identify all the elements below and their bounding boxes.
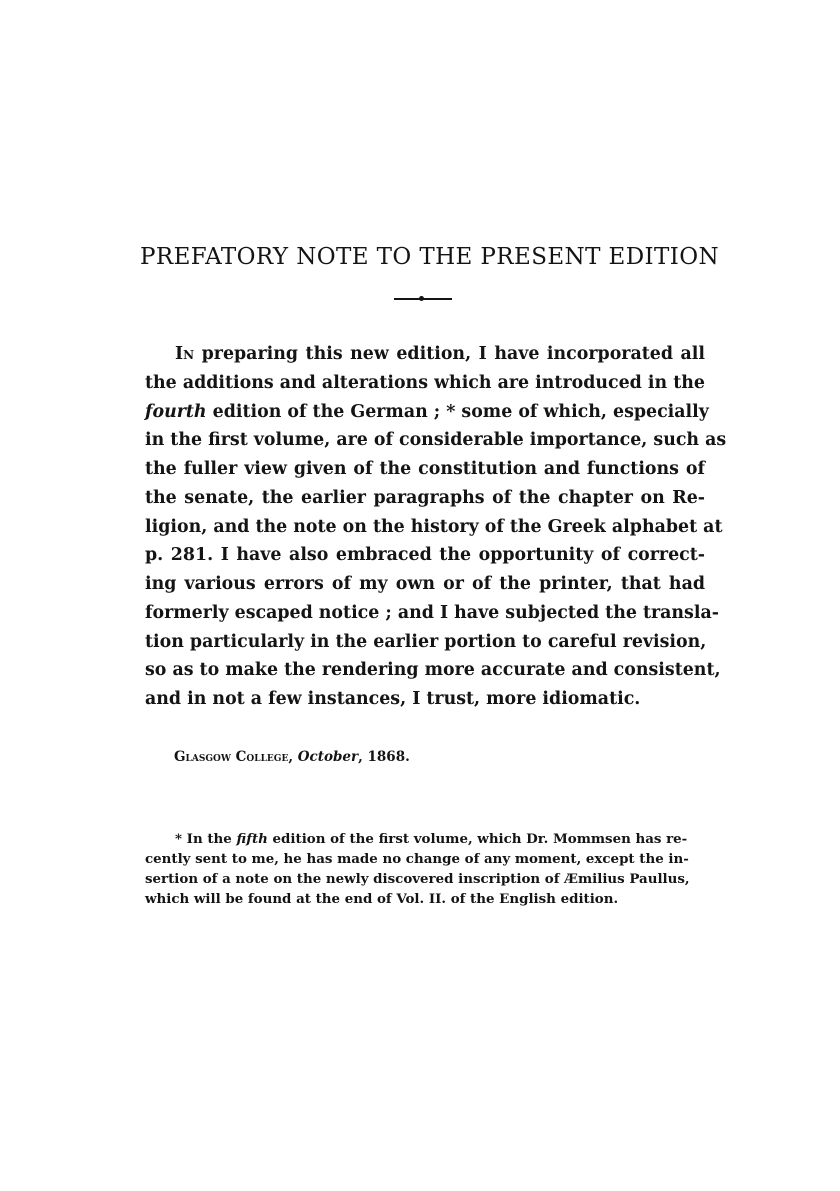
- paragraph-line: so as to make the rendering more accurate and consistent,: [145, 660, 721, 681]
- rule-dot: [419, 296, 424, 301]
- paragraph-line: formerly escaped notice ; and I have subjected the transla-: [145, 602, 719, 623]
- paragraph-line: the additions and alterations which are introduced in the: [145, 372, 705, 393]
- paragraph-line: the senate, the earlier paragraphs of the chapter on Re-: [145, 487, 705, 508]
- footnote-line: cently sent to me, he has made no change of any moment, except the in-: [145, 851, 689, 867]
- footnote-marker: *: [175, 831, 183, 847]
- paragraph-line: the fuller view given of the constitution and functions of: [145, 459, 705, 479]
- paragraph-line: tion particularly in the earlier portion to careful revision,: [145, 631, 707, 652]
- paragraph-line: in the first volume, are of considerable importance, such as: [145, 430, 727, 451]
- dateline-year: , 1868.: [358, 749, 410, 765]
- dateline-month: October: [297, 749, 359, 765]
- paragraph-line: fourth edition of the German ; * some of which, especially: [145, 401, 709, 422]
- footnote-line: * In the fifth edition of the first volume, which Dr. Mommsen has re-: [175, 831, 688, 847]
- paragraph-line: ligion, and the note on the history of the Greek alphabet at: [145, 516, 723, 537]
- footnote: [145, 829, 690, 909]
- footnote-line: which will be found at the end of Vol. II. of the English edition.: [145, 891, 619, 907]
- dateline-place: Glasgow College,: [174, 749, 294, 765]
- paragraph-line: ing various errors of my own or of the printer, that had: [145, 574, 705, 594]
- ornamental-rule-icon: [394, 298, 452, 300]
- page-title: PREFATORY NOTE TO THE PRESENT EDITION: [140, 244, 720, 270]
- preface-paragraph: [145, 340, 727, 714]
- paragraph-line: In preparing this new edition, I have incorporated all: [175, 344, 705, 364]
- dateline: [174, 749, 410, 765]
- italic-word: fifth: [236, 831, 268, 847]
- paragraph-line: and in not a few instances, I trust, more idiomatic.: [145, 689, 641, 709]
- italic-word: fourth: [145, 401, 207, 422]
- dropcap-word: In: [175, 344, 195, 364]
- footnote-line: sertion of a note on the newly discovered inscription of Æmilius Paullus,: [145, 871, 690, 887]
- paragraph-line: p. 281. I have also embraced the opportunity of correct-: [145, 545, 705, 566]
